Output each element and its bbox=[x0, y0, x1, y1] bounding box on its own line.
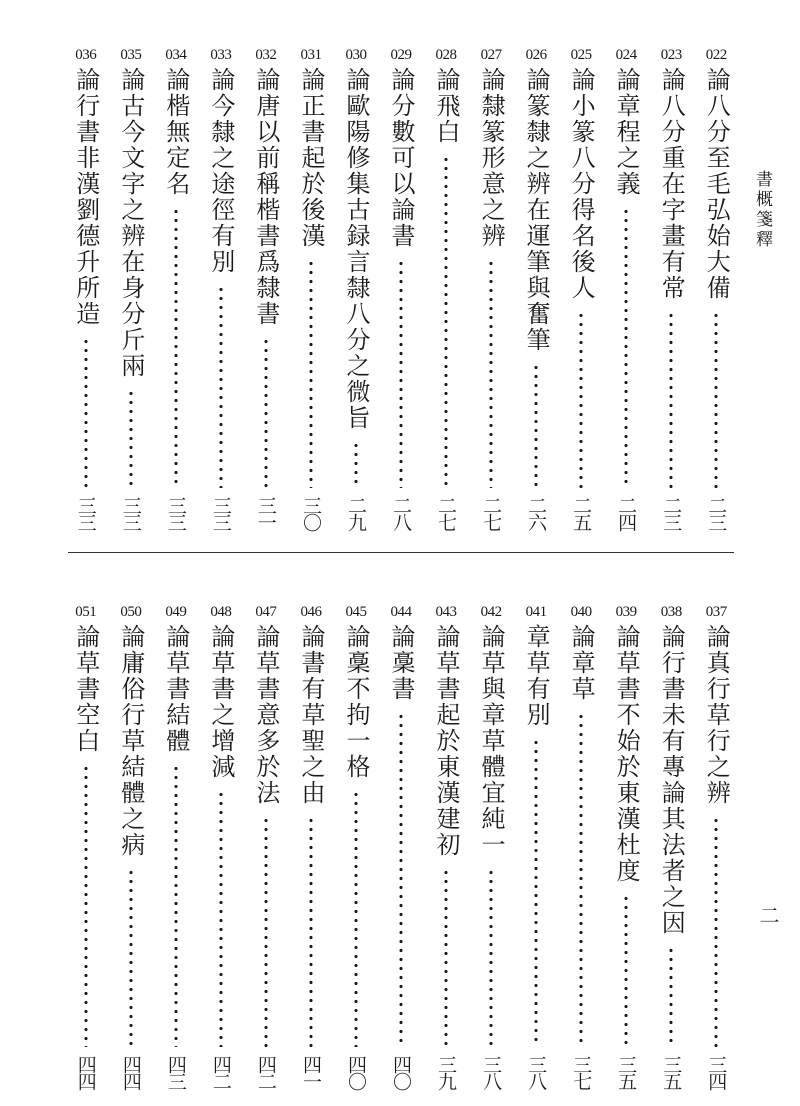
entry-title: 論草書結體 bbox=[161, 624, 190, 754]
entry-title: 論小篆八分得名後人 bbox=[567, 67, 596, 301]
entry-page: 三九 bbox=[435, 1055, 458, 1089]
dot-leader bbox=[534, 363, 538, 488]
toc-entry bbox=[428, 46, 464, 530]
entry-number: 025 bbox=[570, 47, 592, 63]
entry-title: 論草書起於東漢建初 bbox=[432, 624, 461, 858]
entry-page: 二七 bbox=[435, 496, 458, 530]
entry-title: 章草有別 bbox=[522, 624, 551, 728]
toc-entry bbox=[698, 46, 734, 530]
entry-number: 027 bbox=[480, 47, 502, 63]
entry-number: 028 bbox=[435, 47, 457, 63]
dot-leader bbox=[219, 790, 223, 1047]
toc-entry bbox=[698, 603, 734, 1089]
dot-leader bbox=[399, 712, 403, 1047]
dot-leader bbox=[714, 311, 718, 488]
entry-number: 035 bbox=[120, 47, 142, 63]
entry-page: 三四 bbox=[705, 1055, 728, 1089]
entry-number: 036 bbox=[75, 47, 97, 63]
toc-entry bbox=[338, 603, 374, 1089]
entry-page: 三八 bbox=[525, 1055, 548, 1089]
entry-title: 論章草 bbox=[567, 624, 596, 702]
entry-title: 論真行草行之辨 bbox=[702, 624, 731, 806]
dot-leader bbox=[354, 441, 358, 488]
toc-entry bbox=[518, 603, 554, 1089]
entry-title: 論庸俗行草結體之病 bbox=[116, 624, 145, 858]
dot-leader bbox=[489, 259, 493, 488]
entry-number: 033 bbox=[210, 47, 232, 63]
entry-page: 二七 bbox=[480, 496, 503, 530]
entry-number: 044 bbox=[390, 604, 412, 620]
dot-leader bbox=[264, 816, 268, 1047]
entry-title: 論古今文字之辨在身分斤兩 bbox=[116, 67, 145, 379]
dot-leader bbox=[174, 764, 178, 1047]
dot-leader bbox=[624, 894, 628, 1047]
entry-title: 論篆隸之辨在運筆與奮筆 bbox=[522, 67, 551, 353]
entry-title: 論八分重在字畫有常 bbox=[657, 67, 686, 301]
toc-entry bbox=[68, 46, 104, 530]
toc-entry bbox=[563, 603, 599, 1089]
entry-page: 三三 bbox=[119, 496, 142, 530]
dot-leader bbox=[669, 946, 673, 1047]
entry-title: 論草書空白 bbox=[71, 624, 100, 754]
entry-number: 037 bbox=[705, 604, 727, 620]
entry-title: 論章程之義 bbox=[612, 67, 641, 197]
entry-number: 039 bbox=[615, 604, 637, 620]
entry-page: 四一 bbox=[299, 1055, 322, 1089]
toc-entry bbox=[473, 46, 509, 530]
entry-page: 四四 bbox=[74, 1055, 97, 1089]
toc-entry bbox=[113, 46, 149, 530]
entry-number: 026 bbox=[525, 47, 547, 63]
toc-block-top bbox=[68, 46, 734, 530]
entry-title: 論八分至毛弘始大備 bbox=[702, 67, 731, 301]
entry-page: 二九 bbox=[344, 496, 367, 530]
dot-leader bbox=[129, 868, 133, 1047]
entry-number: 047 bbox=[255, 604, 277, 620]
toc-entry bbox=[428, 603, 464, 1089]
entry-number: 023 bbox=[660, 47, 682, 63]
dot-leader bbox=[129, 389, 133, 488]
entry-title: 論行書未有專論其法者之因 bbox=[657, 624, 686, 936]
toc-entry bbox=[68, 603, 104, 1089]
entry-title: 論草書之增減 bbox=[206, 624, 235, 780]
entry-page: 二四 bbox=[615, 496, 638, 530]
dot-leader bbox=[714, 816, 718, 1047]
entry-number: 049 bbox=[165, 604, 187, 620]
entry-title: 論書有草聖之由 bbox=[296, 624, 325, 806]
entry-title: 論草書不始於東漢杜度 bbox=[612, 624, 641, 884]
toc-entry bbox=[113, 603, 149, 1089]
dot-leader bbox=[219, 285, 223, 488]
toc-entry bbox=[563, 46, 599, 530]
toc-entry bbox=[653, 603, 689, 1089]
entry-title: 論隸篆形意之辨 bbox=[477, 67, 506, 249]
entry-page: 四〇 bbox=[344, 1055, 367, 1089]
entry-page: 二三 bbox=[705, 496, 728, 530]
entry-number: 048 bbox=[210, 604, 232, 620]
entry-page: 四四 bbox=[119, 1055, 142, 1089]
running-title: 書概箋釋 bbox=[752, 170, 772, 250]
dot-leader bbox=[84, 764, 88, 1047]
entry-number: 050 bbox=[120, 604, 142, 620]
toc-entry bbox=[473, 603, 509, 1089]
entry-page: 四二 bbox=[209, 1055, 232, 1089]
entry-number: 034 bbox=[165, 47, 187, 63]
entry-page: 三八 bbox=[480, 1055, 503, 1089]
dot-leader bbox=[399, 259, 403, 488]
dot-leader bbox=[669, 311, 673, 488]
toc-entry bbox=[293, 603, 329, 1089]
toc-entry bbox=[203, 46, 239, 530]
entry-page: 二六 bbox=[525, 496, 548, 530]
dot-leader bbox=[84, 337, 88, 488]
entry-page: 二三 bbox=[660, 496, 683, 530]
entry-number: 024 bbox=[615, 47, 637, 63]
entry-number: 042 bbox=[480, 604, 502, 620]
dot-leader bbox=[444, 155, 448, 488]
entry-title: 論稾不拘一格 bbox=[341, 624, 370, 780]
toc-entry bbox=[653, 46, 689, 530]
toc-entry bbox=[338, 46, 374, 530]
dot-leader bbox=[309, 259, 313, 488]
entry-number: 030 bbox=[345, 47, 367, 63]
toc-entry bbox=[608, 46, 644, 530]
entry-number: 022 bbox=[705, 47, 727, 63]
entry-page: 三七 bbox=[570, 1055, 593, 1089]
entry-number: 045 bbox=[345, 604, 367, 620]
entry-page: 三五 bbox=[615, 1055, 638, 1089]
toc-entry bbox=[293, 46, 329, 530]
entry-page: 二五 bbox=[570, 496, 593, 530]
entry-page: 三五 bbox=[660, 1055, 683, 1089]
dot-leader bbox=[354, 790, 358, 1047]
entry-number: 043 bbox=[435, 604, 457, 620]
entry-title: 論草書意多於法 bbox=[251, 624, 280, 806]
entry-number: 051 bbox=[75, 604, 97, 620]
entry-title: 論飛白 bbox=[432, 67, 461, 145]
entry-page: 二八 bbox=[390, 496, 413, 530]
toc-entry bbox=[518, 46, 554, 530]
dot-leader bbox=[579, 712, 583, 1047]
entry-number: 041 bbox=[525, 604, 547, 620]
entry-page: 三三 bbox=[209, 496, 232, 530]
dot-leader bbox=[579, 311, 583, 488]
entry-page: 四〇 bbox=[390, 1055, 413, 1089]
toc-block-bottom bbox=[68, 603, 734, 1089]
dot-leader bbox=[489, 868, 493, 1047]
toc-entry bbox=[248, 46, 284, 530]
entry-number: 032 bbox=[255, 47, 277, 63]
entry-page: 四二 bbox=[254, 1055, 277, 1089]
entry-title: 論行書非漢劉德升所造 bbox=[71, 67, 100, 327]
dot-leader bbox=[174, 207, 178, 488]
toc-entry bbox=[383, 46, 419, 530]
section-divider bbox=[68, 552, 734, 553]
entry-page: 三〇 bbox=[299, 496, 322, 530]
dot-leader bbox=[264, 337, 268, 488]
toc-entry bbox=[158, 603, 194, 1089]
entry-title: 論正書起於後漢 bbox=[296, 67, 325, 249]
dot-leader bbox=[624, 207, 628, 488]
dot-leader bbox=[534, 738, 538, 1047]
entry-title: 論稾書 bbox=[387, 624, 416, 702]
toc-entry bbox=[203, 603, 239, 1089]
entry-page: 四三 bbox=[164, 1055, 187, 1089]
entry-title: 論楷無定名 bbox=[161, 67, 190, 197]
toc-entry bbox=[383, 603, 419, 1089]
entry-number: 046 bbox=[300, 604, 322, 620]
toc-entry bbox=[608, 603, 644, 1089]
entry-page: 三三 bbox=[74, 496, 97, 530]
entry-page: 三一 bbox=[254, 496, 277, 530]
dot-leader bbox=[444, 868, 448, 1047]
page-number: 二 bbox=[756, 905, 780, 925]
toc-entry bbox=[248, 603, 284, 1089]
entry-number: 031 bbox=[300, 47, 322, 63]
dot-leader bbox=[309, 816, 313, 1047]
entry-number: 040 bbox=[570, 604, 592, 620]
entry-number: 038 bbox=[660, 604, 682, 620]
entry-title: 論唐以前稱楷書爲隸書 bbox=[251, 67, 280, 327]
entry-title: 論今隸之途徑有別 bbox=[206, 67, 235, 275]
toc-entry bbox=[158, 46, 194, 530]
entry-title: 論分數可以論書 bbox=[387, 67, 416, 249]
entry-page: 三三 bbox=[164, 496, 187, 530]
entry-number: 029 bbox=[390, 47, 412, 63]
entry-title: 論歐陽修集古録言隸八分之微旨 bbox=[341, 67, 370, 431]
entry-title: 論草與章草體宜純一 bbox=[477, 624, 506, 858]
